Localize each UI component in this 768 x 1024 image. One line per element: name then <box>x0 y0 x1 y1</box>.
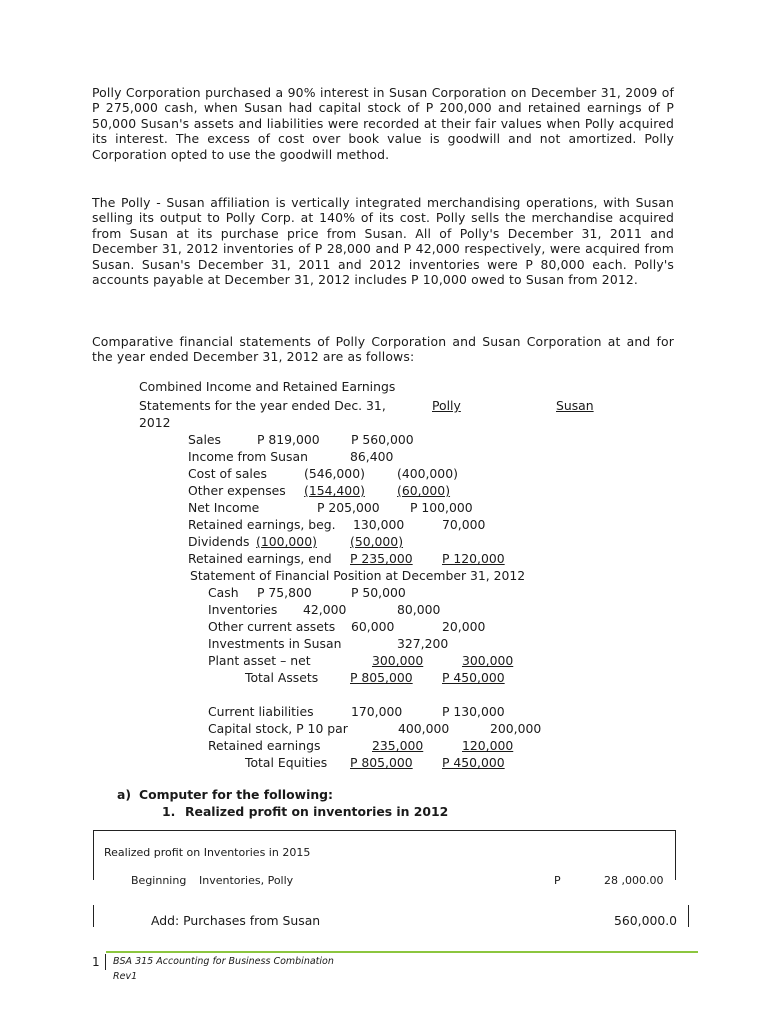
susan-value: 80,000 <box>397 602 441 617</box>
row-label: Cost of sales <box>188 466 267 481</box>
footer-separator <box>105 954 106 970</box>
susan-value: 20,000 <box>442 619 486 634</box>
polly-value: 86,400 <box>350 449 394 464</box>
polly-value: P 805,000 <box>350 670 413 685</box>
equity-row-total <box>245 755 505 770</box>
polly-value: 42,000 <box>303 602 347 617</box>
polly-value: 60,000 <box>351 619 395 634</box>
row-label: Plant asset – net <box>208 653 311 668</box>
polly-value: (154,400) <box>304 483 365 498</box>
asset-row-total <box>245 670 505 685</box>
income-row-retained-beg <box>188 517 486 532</box>
susan-value: (400,000) <box>397 466 458 481</box>
income-row-retained-end <box>188 551 505 566</box>
polly-value: (546,000) <box>304 466 365 481</box>
answer-row1-amount: 28 ,000.00 <box>604 874 664 887</box>
row-label: Current liabilities <box>208 704 314 719</box>
asset-row-other-current <box>208 619 486 634</box>
row-label: Inventories <box>208 602 278 617</box>
answer-heading: Realized profit on Inventories in 2015 <box>104 846 311 859</box>
polly-value: 170,000 <box>351 704 403 719</box>
footer-green-rule <box>106 951 698 953</box>
question-1-label: 1. <box>162 804 176 819</box>
answer-row2-amount: 560,000.0 <box>614 913 678 928</box>
asset-row-inventories <box>208 602 441 617</box>
polly-value: P 75,800 <box>257 585 312 600</box>
statement-title-line2: Statements for the year ended Dec. 31, <box>139 398 386 413</box>
question-a-text: Computer for the following: <box>139 787 333 802</box>
income-row-other-expenses <box>188 483 451 498</box>
answer-row1-currency: P <box>554 874 561 887</box>
answer-box-top-border <box>93 830 676 831</box>
susan-value: P 100,000 <box>410 500 473 515</box>
row-label: Other expenses <box>188 483 286 498</box>
row-label: Investments in Susan <box>208 636 342 651</box>
row-label: Retained earnings <box>208 738 321 753</box>
footer-course-title: BSA 315 Accounting for Business Combination <box>113 956 334 967</box>
income-row-income-from-susan <box>188 449 394 464</box>
question-1-text: Realized profit on inventories in 2012 <box>185 804 449 819</box>
polly-value: 327,200 <box>397 636 449 651</box>
susan-value: 200,000 <box>490 721 542 736</box>
income-row-dividends <box>188 534 404 549</box>
row-label: Retained earnings, end <box>188 551 332 566</box>
asset-row-plant <box>208 653 514 668</box>
row-label: Total Assets <box>245 670 319 685</box>
row-label: Dividends <box>188 534 250 549</box>
susan-value: 300,000 <box>462 653 514 668</box>
row-label: Net Income <box>188 500 260 515</box>
footer-revision: Rev1 <box>113 971 138 982</box>
question-a-label: a) <box>117 787 132 802</box>
answer-box-left-border <box>93 830 94 880</box>
row-label: Retained earnings, beg. <box>188 517 336 532</box>
intro-paragraph: Polly Corporation purchased a 90% interest in Susan Corporation on December 31, 2009 of P 275,000 cash, when Susan had capital stock of P 200,000 and retained earnings of P 50,000 Susan's assets and liabilities were recorded at their fair values when Polly acquired its interest. The excess of cost over book value is goodwill and not amortized. Polly Corporation opted to use the goodwill method. <box>92 85 674 162</box>
affiliation-paragraph: The Polly - Susan affiliation is vertically integrated merchandising operations, with Susan selling its output to Polly Corp. at 140% of its cost. Polly sells the merchandise acquired from Susan at its purchase price from Susan. All of Polly's December 31, 2011 and December 31, 2012 inventories of P 28,000 and P 42,000 respectively, were acquired from Susan. Susan's December 31, 2011 and 2012 inventories were P 80,000 each. Polly's accounts payable at December 31, 2012 includes P 10,000 owed to Susan from 2012. <box>92 195 674 288</box>
polly-value: P 819,000 <box>257 432 320 447</box>
asset-row-cash <box>208 585 406 600</box>
susan-value: P 450,000 <box>442 670 505 685</box>
polly-value: (100,000) <box>256 534 317 549</box>
row-label: Capital stock, P 10 par <box>208 721 348 736</box>
answer-box-right-border-lower <box>688 905 689 927</box>
susan-value: 70,000 <box>442 517 486 532</box>
answer-box-right-border <box>675 830 676 880</box>
income-row-net-income <box>188 500 473 515</box>
susan-value: P 560,000 <box>351 432 414 447</box>
polly-value: P 205,000 <box>317 500 380 515</box>
equity-row-capital-stock <box>208 721 542 736</box>
susan-value: (50,000) <box>350 534 404 549</box>
susan-value: P 130,000 <box>442 704 505 719</box>
comparative-paragraph: Comparative financial statements of Polly Corporation and Susan Corporation at and for the year ended December 31, 2012 are as follows: <box>92 334 674 365</box>
row-label: Sales <box>188 432 221 447</box>
polly-value: P 235,000 <box>350 551 413 566</box>
statement-title-line1: Combined Income and Retained Earnings <box>139 379 396 394</box>
answer-row1-label: Beginning <box>131 874 187 887</box>
row-label: Income from Susan <box>188 449 308 464</box>
susan-value: P 50,000 <box>351 585 406 600</box>
page-number: 1 <box>92 955 100 969</box>
answer-row1-desc: Inventories, Polly <box>199 874 294 887</box>
row-label: Other current assets <box>208 619 336 634</box>
polly-value: 400,000 <box>398 721 450 736</box>
susan-value: P 120,000 <box>442 551 505 566</box>
equity-row-current-liabilities <box>208 704 505 719</box>
polly-value: 235,000 <box>372 738 424 753</box>
row-label: Cash <box>208 585 239 600</box>
susan-value: P 450,000 <box>442 755 505 770</box>
polly-value: P 805,000 <box>350 755 413 770</box>
income-row-cost-of-sales <box>188 466 458 481</box>
income-row-sales <box>188 432 414 447</box>
susan-value: (60,000) <box>397 483 451 498</box>
asset-row-investments <box>208 636 449 651</box>
column-header-susan: Susan <box>556 398 594 413</box>
position-statement-title: Statement of Financial Position at December 31, 2012 <box>190 568 526 583</box>
polly-value: 130,000 <box>353 517 405 532</box>
column-header-polly: Polly <box>432 398 461 413</box>
polly-value: 300,000 <box>372 653 424 668</box>
answer-row2-label: Add: Purchases from Susan <box>151 913 321 928</box>
equity-row-retained <box>208 738 514 753</box>
statement-title-line3: 2012 <box>139 415 171 430</box>
row-label: Total Equities <box>245 755 328 770</box>
answer-box-left-border-lower <box>93 905 94 927</box>
susan-value: 120,000 <box>462 738 514 753</box>
